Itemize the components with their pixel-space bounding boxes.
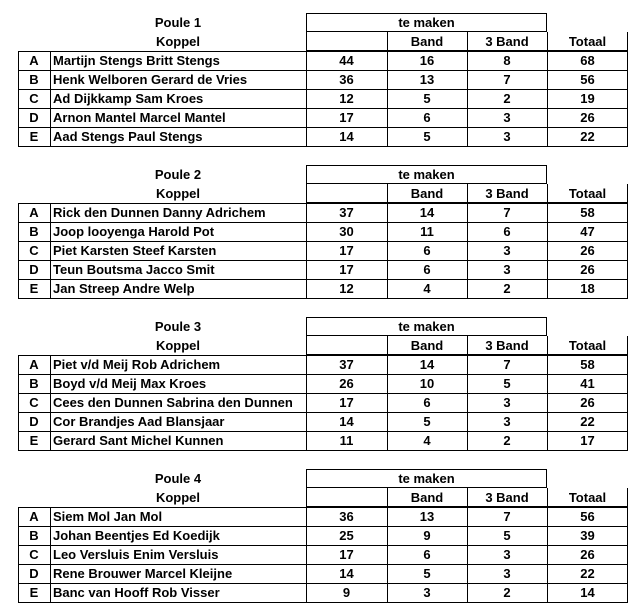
row-letter: B bbox=[29, 528, 39, 543]
totaal-value: 68 bbox=[580, 53, 595, 68]
3-band-value: 8 bbox=[503, 53, 511, 68]
band-value: 14 bbox=[419, 205, 435, 220]
koppel-header: Koppel bbox=[155, 34, 201, 49]
te-maken-value: 17 bbox=[339, 110, 354, 125]
totaal-value: 39 bbox=[580, 528, 595, 543]
row-letter: C bbox=[29, 547, 39, 562]
row-letter: B bbox=[29, 224, 39, 239]
koppel-name: Banc van Hooff Rob Visser bbox=[53, 585, 220, 600]
totaal-value: 26 bbox=[580, 395, 595, 410]
header-divider bbox=[467, 184, 468, 203]
koppel-name: Johan Beentjes Ed Koedijk bbox=[53, 528, 220, 543]
row-letter: B bbox=[29, 72, 39, 87]
band-value: 13 bbox=[419, 509, 435, 524]
te-maken-value: 9 bbox=[342, 585, 351, 600]
totaal-header: Totaal bbox=[568, 34, 607, 49]
band-value: 5 bbox=[423, 91, 431, 106]
te-maken-value: 17 bbox=[339, 262, 354, 277]
3-band-value: 5 bbox=[503, 528, 511, 543]
te-maken-value: 12 bbox=[339, 281, 354, 296]
3-band-header: 3 Band bbox=[485, 186, 529, 201]
te-maken-header: te maken bbox=[398, 15, 455, 30]
band-value: 13 bbox=[419, 72, 435, 87]
header-divider bbox=[387, 488, 388, 507]
totaal-value: 17 bbox=[580, 433, 595, 448]
header-divider bbox=[547, 184, 548, 203]
3-band-header: 3 Band bbox=[485, 338, 529, 353]
te-maken-value: 25 bbox=[339, 528, 354, 543]
row-letter: D bbox=[29, 110, 39, 125]
band-header: Band bbox=[410, 490, 444, 505]
3-band-value: 7 bbox=[503, 509, 511, 524]
koppel-name: Ad Dijkkamp Sam Kroes bbox=[53, 91, 204, 106]
te-maken-value: 37 bbox=[339, 205, 354, 220]
3-band-value: 5 bbox=[503, 376, 511, 391]
row-letter: C bbox=[29, 243, 39, 258]
totaal-value: 47 bbox=[580, 224, 595, 239]
te-maken-value: 11 bbox=[339, 433, 354, 448]
te-maken-header: te maken bbox=[398, 471, 455, 486]
row-letter: A bbox=[29, 205, 39, 220]
totaal-value: 41 bbox=[580, 376, 595, 391]
3-band-value: 2 bbox=[503, 585, 511, 600]
row-letter: E bbox=[29, 433, 39, 448]
band-value: 6 bbox=[423, 243, 431, 258]
header-divider bbox=[547, 488, 548, 507]
row-letter: C bbox=[29, 91, 39, 106]
3-band-value: 2 bbox=[503, 91, 511, 106]
3-band-value: 7 bbox=[503, 205, 511, 220]
koppel-name: Henk Welboren Gerard de Vries bbox=[53, 72, 248, 87]
totaal-value: 58 bbox=[580, 205, 595, 220]
poule-title: Poule 2 bbox=[154, 167, 202, 182]
row-letter: E bbox=[29, 281, 39, 296]
te-maken-value: 37 bbox=[339, 357, 354, 372]
poule-table bbox=[0, 13, 636, 153]
3-band-value: 3 bbox=[503, 129, 511, 144]
band-value: 5 bbox=[423, 129, 431, 144]
totaal-value: 22 bbox=[580, 129, 595, 144]
poule-table bbox=[0, 317, 636, 457]
3-band-value: 3 bbox=[503, 547, 511, 562]
koppel-name: Gerard Sant Michel Kunnen bbox=[53, 433, 224, 448]
totaal-value: 26 bbox=[580, 262, 595, 277]
3-band-header: 3 Band bbox=[485, 490, 529, 505]
koppel-name: Arnon Mantel Marcel Mantel bbox=[53, 110, 226, 125]
band-value: 5 bbox=[423, 566, 431, 581]
row-letter: A bbox=[29, 53, 39, 68]
band-value: 16 bbox=[419, 53, 435, 68]
koppel-name: Cees den Dunnen Sabrina den Dunnen bbox=[53, 395, 293, 410]
band-value: 4 bbox=[423, 433, 431, 448]
3-band-value: 3 bbox=[503, 110, 511, 125]
koppel-name: Rene Brouwer Marcel Kleijne bbox=[53, 566, 233, 581]
te-maken-value: 17 bbox=[339, 243, 354, 258]
te-maken-value: 14 bbox=[339, 566, 354, 581]
koppel-name: Joop looyenga Harold Pot bbox=[53, 224, 215, 239]
koppel-name: Jan Streep Andre Welp bbox=[53, 281, 195, 296]
te-maken-value: 17 bbox=[339, 547, 354, 562]
3-band-value: 2 bbox=[503, 281, 511, 296]
totaal-value: 56 bbox=[580, 72, 595, 87]
poule-title: Poule 1 bbox=[154, 15, 202, 30]
header-divider bbox=[467, 488, 468, 507]
row-letter: A bbox=[29, 509, 39, 524]
koppel-header: Koppel bbox=[155, 186, 201, 201]
band-value: 6 bbox=[423, 110, 431, 125]
totaal-value: 22 bbox=[580, 566, 595, 581]
row-letter: E bbox=[29, 129, 39, 144]
totaal-value: 56 bbox=[580, 509, 595, 524]
totaal-value: 26 bbox=[580, 110, 595, 125]
totaal-header: Totaal bbox=[568, 338, 607, 353]
band-value: 11 bbox=[420, 224, 434, 239]
koppel-name: Boyd v/d Meij Max Kroes bbox=[53, 376, 207, 391]
band-value: 9 bbox=[423, 528, 431, 543]
band-value: 5 bbox=[423, 414, 431, 429]
band-value: 6 bbox=[423, 395, 431, 410]
band-value: 4 bbox=[423, 281, 431, 296]
te-maken-header: te maken bbox=[398, 319, 455, 334]
band-header: Band bbox=[410, 186, 444, 201]
koppel-name: Rick den Dunnen Danny Adrichem bbox=[53, 205, 266, 220]
row-letter: D bbox=[29, 566, 39, 581]
band-header: Band bbox=[410, 34, 444, 49]
totaal-value: 14 bbox=[580, 585, 595, 600]
header-divider bbox=[547, 336, 548, 355]
totaal-value: 58 bbox=[580, 357, 595, 372]
row-letter: D bbox=[29, 414, 39, 429]
band-value: 6 bbox=[423, 262, 431, 277]
row-letter: A bbox=[29, 357, 39, 372]
koppel-header: Koppel bbox=[155, 338, 201, 353]
te-maken-value: 44 bbox=[339, 53, 354, 68]
poule-title: Poule 4 bbox=[154, 471, 202, 486]
row-letter: B bbox=[29, 376, 39, 391]
totaal-value: 22 bbox=[580, 414, 595, 429]
totaal-value: 19 bbox=[580, 91, 595, 106]
te-maken-value: 30 bbox=[339, 224, 354, 239]
te-maken-value: 14 bbox=[339, 129, 354, 144]
koppel-header: Koppel bbox=[155, 490, 201, 505]
3-band-value: 3 bbox=[503, 395, 511, 410]
3-band-value: 3 bbox=[503, 243, 511, 258]
koppel-name: Teun Boutsma Jacco Smit bbox=[53, 262, 215, 277]
te-maken-value: 14 bbox=[339, 414, 354, 429]
3-band-value: 6 bbox=[503, 224, 511, 239]
totaal-value: 26 bbox=[580, 243, 595, 258]
koppel-name: Siem Mol Jan Mol bbox=[53, 509, 163, 524]
poule-title: Poule 3 bbox=[154, 319, 202, 334]
band-value: 14 bbox=[419, 357, 435, 372]
koppel-name: Cor Brandjes Aad Blansjaar bbox=[53, 414, 225, 429]
totaal-value: 18 bbox=[580, 281, 595, 296]
te-maken-value: 26 bbox=[339, 376, 354, 391]
row-letter: E bbox=[29, 585, 39, 600]
band-value: 6 bbox=[423, 547, 431, 562]
poule-table bbox=[0, 469, 636, 609]
band-value: 3 bbox=[423, 585, 431, 600]
koppel-name: Leo Versluis Enim Versluis bbox=[53, 547, 219, 562]
band-header: Band bbox=[410, 338, 444, 353]
row-letter: D bbox=[29, 262, 39, 277]
3-band-value: 3 bbox=[503, 262, 511, 277]
totaal-value: 26 bbox=[580, 547, 595, 562]
row-letter: C bbox=[29, 395, 39, 410]
header-divider bbox=[467, 336, 468, 355]
band-value: 10 bbox=[419, 376, 435, 391]
koppel-name: Piet v/d Meij Rob Adrichem bbox=[53, 357, 221, 372]
3-band-value: 7 bbox=[503, 72, 511, 87]
koppel-name: Piet Karsten Steef Karsten bbox=[53, 243, 217, 258]
header-divider bbox=[387, 184, 388, 203]
te-maken-value: 17 bbox=[339, 395, 354, 410]
header-divider bbox=[467, 32, 468, 51]
totaal-header: Totaal bbox=[568, 490, 607, 505]
totaal-header: Totaal bbox=[568, 186, 607, 201]
3-band-header: 3 Band bbox=[485, 34, 529, 49]
header-divider bbox=[547, 32, 548, 51]
te-maken-header: te maken bbox=[398, 167, 455, 182]
3-band-value: 7 bbox=[503, 357, 511, 372]
3-band-value: 3 bbox=[503, 566, 511, 581]
header-divider bbox=[387, 32, 388, 51]
te-maken-value: 36 bbox=[339, 509, 354, 524]
koppel-name: Aad Stengs Paul Stengs bbox=[53, 129, 203, 144]
poule-table bbox=[0, 165, 636, 305]
te-maken-value: 36 bbox=[339, 72, 354, 87]
koppel-name: Martijn Stengs Britt Stengs bbox=[53, 53, 220, 68]
3-band-value: 2 bbox=[503, 433, 511, 448]
header-divider bbox=[387, 336, 388, 355]
3-band-value: 3 bbox=[503, 414, 511, 429]
te-maken-value: 12 bbox=[339, 91, 354, 106]
